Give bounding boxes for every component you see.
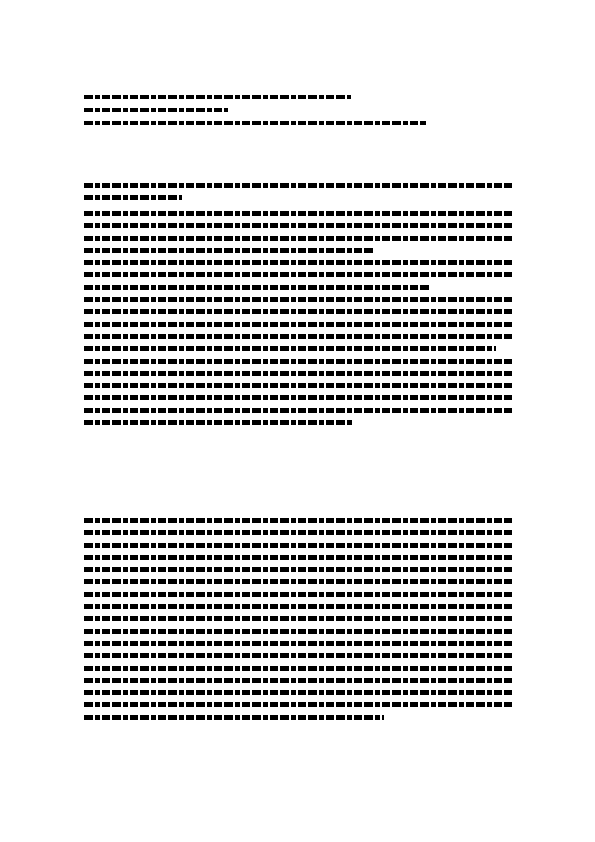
text-line — [84, 334, 512, 339]
text-line — [84, 260, 512, 265]
text-line — [84, 690, 512, 695]
text-line — [84, 195, 182, 200]
text-line — [84, 641, 512, 646]
text-line — [84, 579, 512, 584]
text-line — [84, 629, 512, 634]
text-line — [84, 543, 512, 548]
text-line — [84, 346, 496, 351]
header-line-3 — [84, 121, 426, 125]
document-header — [84, 95, 426, 134]
text-line — [84, 297, 512, 302]
text-line — [84, 702, 512, 707]
text-line — [84, 592, 512, 597]
header-line-2 — [84, 108, 228, 112]
text-line — [84, 223, 512, 228]
text-line — [84, 420, 354, 425]
text-line — [84, 518, 512, 523]
text-line — [84, 715, 384, 720]
text-line — [84, 183, 512, 188]
text-line — [84, 371, 512, 376]
text-line — [84, 309, 512, 314]
text-line — [84, 395, 512, 400]
text-line — [84, 666, 512, 671]
text-line — [84, 555, 512, 560]
text-line — [84, 567, 512, 572]
text-line — [84, 248, 374, 253]
text-line — [84, 236, 512, 241]
text-line — [84, 616, 512, 621]
text-line — [84, 653, 512, 658]
header-line-1 — [84, 95, 351, 99]
text-line — [84, 678, 512, 683]
paragraph-3 — [84, 518, 512, 727]
text-line — [84, 408, 512, 413]
text-line — [84, 604, 512, 609]
text-line — [84, 322, 512, 327]
paragraph-1 — [84, 183, 512, 208]
text-line — [84, 359, 512, 364]
text-line — [84, 530, 512, 535]
text-line — [84, 272, 512, 277]
text-line — [84, 383, 512, 388]
text-line — [84, 285, 429, 290]
paragraph-2 — [84, 211, 512, 432]
text-line — [84, 211, 512, 216]
